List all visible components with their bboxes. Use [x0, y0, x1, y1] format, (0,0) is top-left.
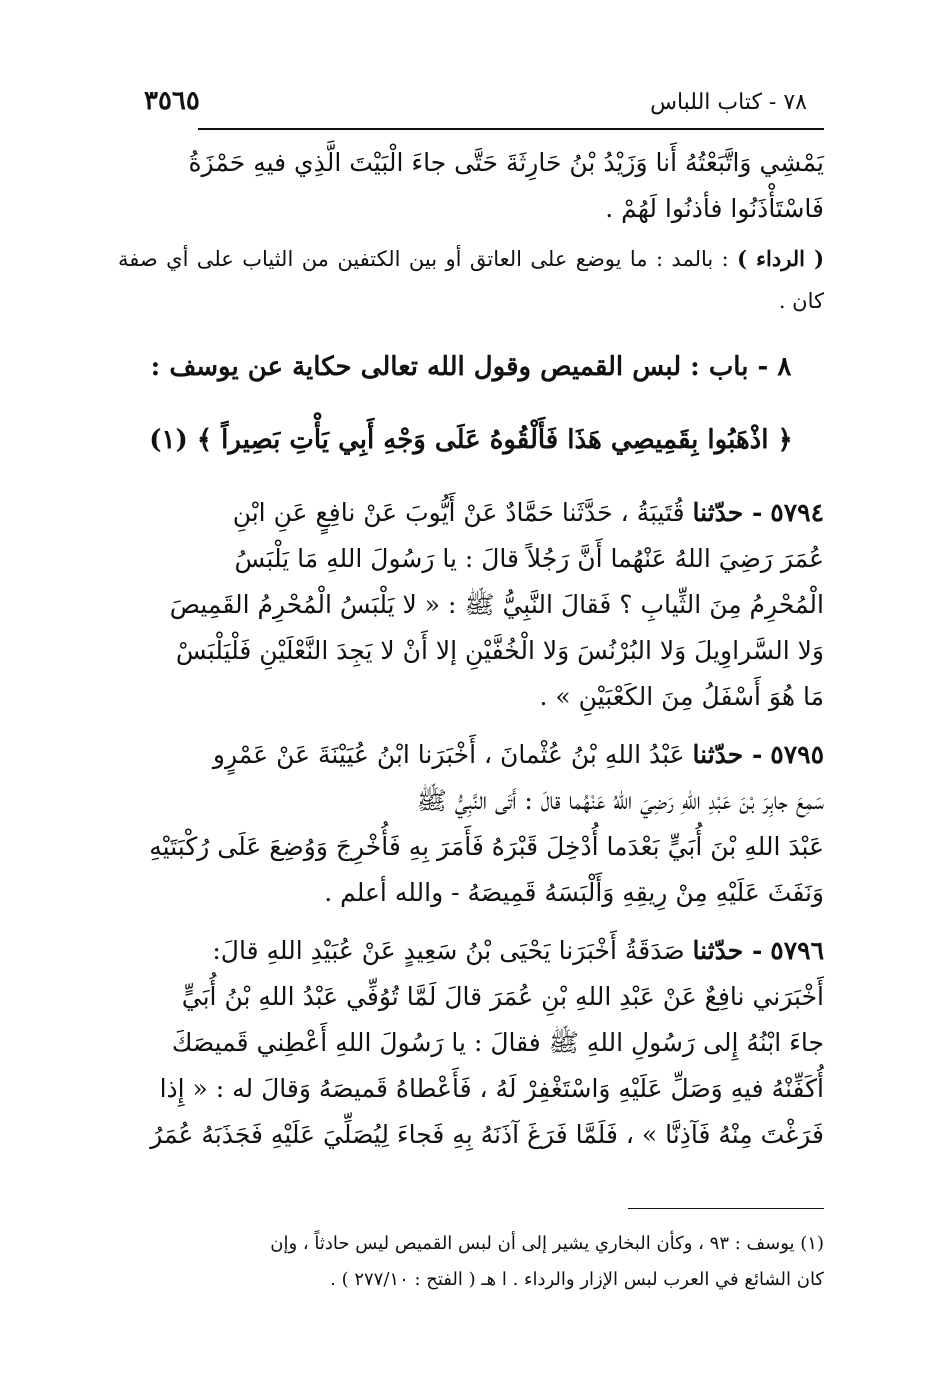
definition-term: ( الرداء ) — [737, 246, 825, 271]
hadith-line: وَلا السَّراوِيلَ وَلا البُرْنُسَ وَلا الْخُفَّيْنِ إلا أَنْ لا يَجِدَ النَّعْلَيْنِ فَلْيَلْبَسْ — [175, 636, 824, 665]
hadith-line: قُتَيبَةُ ، حَدَّثَنا حَمَّادٌ عَنْ أَيُّوبَ عَنْ نافِعٍ عَنِ ابْنِ — [232, 498, 685, 527]
definition-text: : بالمد : ما يوضع على العاتق أو بين الكتفين من الثياب على أي صفة كان . — [118, 247, 824, 313]
hadith-line: أَخْبَرَني نافِعٌ عَنْ عَبْدِ اللهِ بْنِ عُمَرَ قالَ لَمَّا تُوُفِّي عَبْدُ اللهِ بْنُ أُبَيٍّ — [181, 982, 824, 1011]
intro-line: يَمْشِي وَاتَّبَعْتُهُ أَنا وَزَيْدُ بْنُ حَارِثَةَ حَتَّى جاءَ الْبَيْتَ الَّذِي فيهِ حَمْزَةُ — [188, 148, 824, 177]
hadith-line: وَنَفَثَ عَلَيْهِ مِنْ رِيقِهِ وَأَلْبَسَهُ قَمِيصَهُ - والله أعلم . — [324, 878, 824, 907]
hadith-label: - حدّثنا — [692, 498, 763, 527]
chapter-verse: ﴿ اذْهَبُوا بِقَمِيصِي هَذَا فَأَلْقُوهُ عَلَى وَجْهِ أَبِي يَأْتِ بَصِيراً ﴾ (١) — [149, 425, 793, 455]
intro-line: فَاسْتَأْذَنُوا فأذنُوا لَهُمْ . — [605, 194, 824, 223]
footnote-rule — [628, 1208, 824, 1209]
hadith-5794 — [118, 490, 824, 720]
hadith-number: ٥٧٩٦ — [770, 936, 824, 965]
page-header — [118, 86, 807, 126]
hadith-line: صَدَقَةُ أَخْبَرَنا يَحْيَى بْنُ سَعِيدٍ عَنْ عُبَيْدِ اللهِ قالَ: — [212, 936, 685, 965]
hadith-label: - حدّثنا — [692, 936, 763, 965]
hadith-line: عَبْدُ اللهِ بْنُ عُثْمانَ ، أَخْبَرَنا ابْنُ عُيَيْنَةَ عَنْ عَمْرٍو — [212, 740, 685, 769]
header-rule — [198, 128, 824, 130]
hadith-line: جاءَ ابْنُهُ إِلى رَسُولِ اللهِ ﷺ فقالَ : يا رَسُولَ اللهِ أَعْطِني قَميصَكَ — [171, 1028, 824, 1057]
hadith-5796 — [118, 928, 824, 1158]
hadith-5795 — [118, 732, 824, 916]
hadith-line: الْمُحْرِمُ مِنَ الثِّيابِ ؟ فَقالَ النَّبِيُّ ﷺ : « لا يَلْبَسُ الْمُحْرِمُ القَمِيصَ — [169, 590, 824, 619]
hadith-number: ٥٧٩٤ — [770, 498, 824, 527]
page-body — [118, 140, 824, 1158]
hadith-label: - حدّثنا — [692, 740, 763, 769]
page-number: ٣٥٦٥ — [144, 86, 200, 116]
footnote-line: (١) يوسف : ٩٣ ، وكأن البخاري يشير إلى أن لبس القميص ليس حادثاً ، وإن — [270, 1233, 824, 1254]
chapter-title: ٨ - باب : لبس القميص وقول الله تعالى حكاية عن يوسف : — [150, 352, 792, 382]
hadith-number: ٥٧٩٥ — [770, 740, 824, 769]
hadith-line: فَرَغْتَ مِنْهُ فَآذِنَّا » ، فَلَمَّا فَرَغَ آذَنَهُ بِهِ فَجاءَ لِيُصَلِّيَ عَلَيْهِ فَجَذَبَهُ عُمَرُ — [150, 1120, 824, 1149]
hadith-line: أُكَفِّنْهُ فيهِ وَصَلِّ عَلَيْهِ وَاسْتَغْفِرْ لَهُ ، فَأَعْطاهُ قَميصَهُ وَقالَ له : « إِذا — [159, 1074, 824, 1103]
hadith-line: عَبْدَ اللهِ بْنَ أُبَيٍّ بَعْدَما أُدْخِلَ قَبْرَهُ فَأَمَرَ بِهِ فَأُخْرِجَ وَوُضِعَ عَلَى رُكْبَتَيْهِ — [149, 832, 824, 861]
hadith-line: مَا هُوَ أَسْفَلُ مِنَ الكَعْبَيْنِ » . — [539, 682, 824, 711]
footnotes — [118, 1226, 824, 1298]
hadith-line: عُمَرَ رَضِيَ اللهُ عَنْهُما أَنَّ رَجُلاً قالَ : يا رَسُولَ اللهِ مَا يَلْبَسُ — [234, 544, 824, 573]
running-title: ٧٨ - كتاب اللباس — [650, 90, 807, 115]
definition — [118, 238, 824, 322]
hadith-line: سَمِعَ جابِرَ بْنَ عَبْدِ اللهِ رَضِيَ اللهُ عَنْهُما قالَ : أَتَى النَّبِيُّ ﷺ — [416, 786, 824, 815]
footnote-line: كان الشائع في العرب لبس الإزار والرداء . ا هـ ( الفتح : ٢٧٧/١٠ ) . — [330, 1269, 824, 1290]
